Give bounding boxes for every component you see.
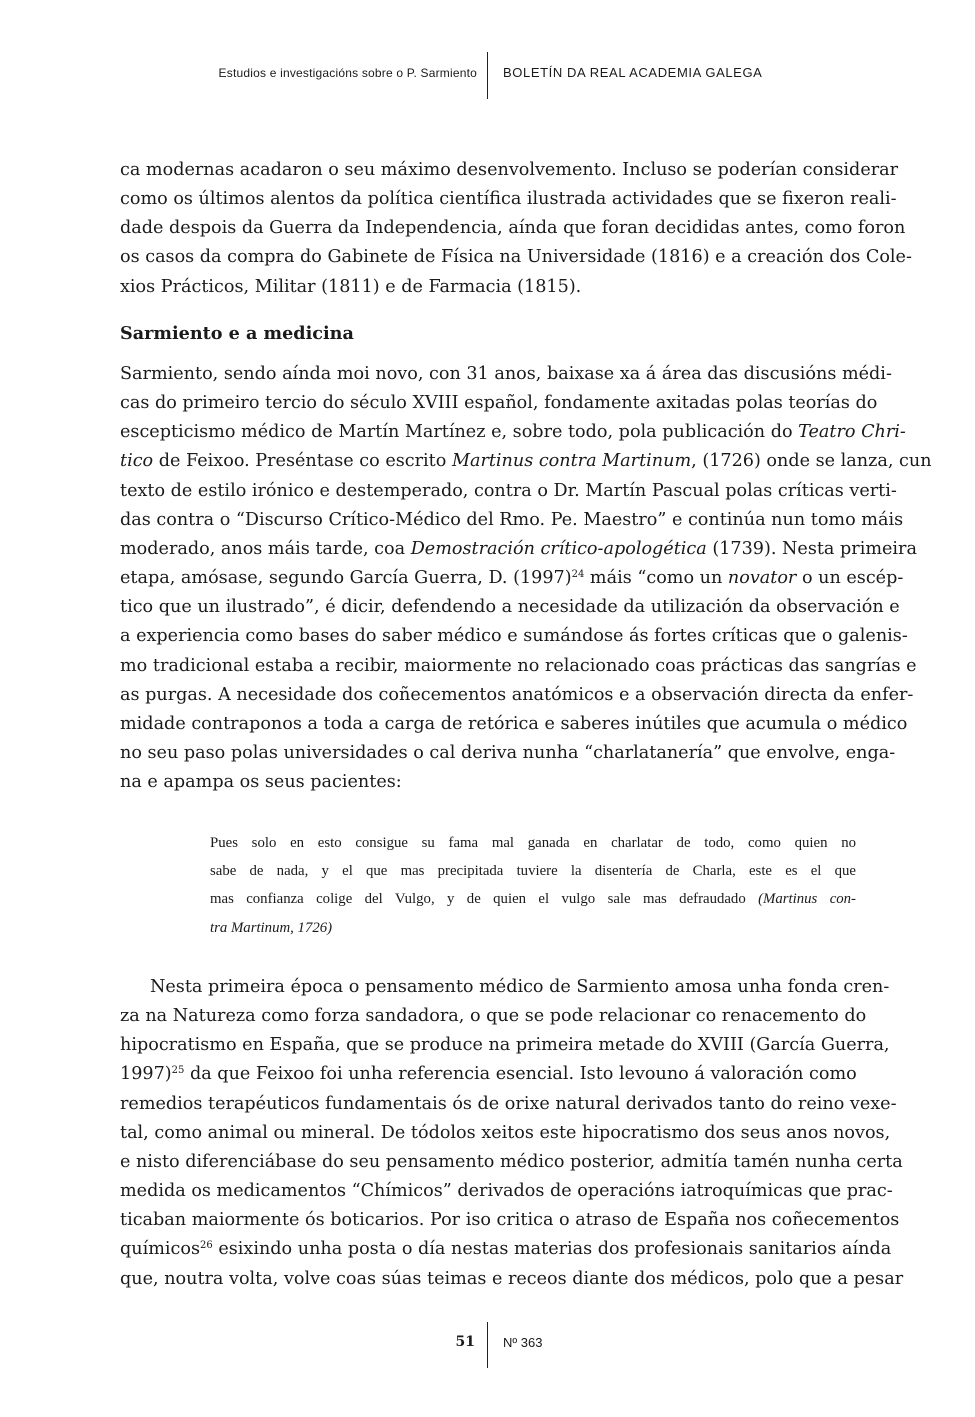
italic-title: Teatro Chri- xyxy=(798,422,906,443)
text-line xyxy=(120,1235,892,1264)
text-line: como os últimos alentos da política científica ilustrada actividades que se fixeron reali- xyxy=(120,189,897,210)
text-line: cas do primeiro tercio do século XVIII español, fondamente axitadas polas teorías do xyxy=(120,393,878,414)
block-quote xyxy=(210,829,856,942)
footer-divider xyxy=(487,1322,488,1368)
header-section-title: Estudios e investigacións sobre o P. Sarmiento xyxy=(218,66,477,80)
text-line xyxy=(120,447,932,476)
italic-title: tico xyxy=(120,451,154,472)
text-run: máis “como un xyxy=(584,568,728,589)
text-line: no seu paso polas universidades o cal deriva nunha “charlatanería” que envolve, enga- xyxy=(120,743,896,764)
text-run: o un escép- xyxy=(796,568,904,589)
quote-line xyxy=(210,885,856,913)
text-line: xios Prácticos, Militar (1811) e de Farmacia (1815). xyxy=(120,276,582,297)
text-line: tico que un ilustrado”, é dicir, defendendo a necesidade da utilización da observación e xyxy=(120,597,900,618)
text-line: ticaban maiormente ós boticarios. Por iso critica o atraso de España nos coñecementos xyxy=(120,1210,900,1231)
footnote-marker: 25 xyxy=(171,1065,185,1077)
quote-line xyxy=(210,914,856,942)
text-line: os casos da compra do Gabinete de Física na Universidade (1816) e a creación dos Cole- xyxy=(120,247,912,268)
running-header xyxy=(0,52,975,100)
text-line: Sarmiento, sendo aínda moi novo, con 31 anos, baixase xa á área das discusións médi- xyxy=(120,364,892,384)
text-line: remedios terapéuticos fundamentais ós de orixe natural derivados tanto do reino vexe- xyxy=(120,1093,897,1114)
text-run: escepticismo médico de Martín Martínez e, sobre todo, pola publicación do xyxy=(120,422,799,443)
text-line: midade contraponos a toda a carga de retórica e saberes inútiles que acumula o médico xyxy=(120,713,908,734)
text-line: e nisto diferenciábase do seu pensamento médico posterior, admitía tamén nunha certa xyxy=(120,1151,903,1172)
text-line: Nesta primeira época o pensamento médico de Sarmiento amosa unha fonda cren- xyxy=(150,977,890,997)
italic-title: Martinus contra Martinum xyxy=(451,451,692,472)
text-line: texto de estilo irónico e destemperado, contra o Dr. Martín Pascual polas críticas verti- xyxy=(120,480,897,501)
paragraph-medicine xyxy=(120,360,932,797)
text-line: hipocratismo en España, que se produce na primeira metade do XVIII (García Guerra, xyxy=(120,1035,890,1056)
text-run: da que Feixoo foi unha referencia esencial. Isto levouno á valoración como xyxy=(184,1064,857,1085)
text-line xyxy=(120,535,917,564)
text-run: mas confianza colige del Vulgo, y de quien el vulgo sale mas defraudado xyxy=(210,891,759,908)
text-run: esixindo unha posta o día nestas materias dos profesionais sanitarios aínda xyxy=(212,1239,892,1260)
footnote-marker: 26 xyxy=(200,1240,213,1252)
quote-citation: tra Martinum, 1726) xyxy=(210,919,333,936)
issue-number: Nº 363 xyxy=(503,1335,543,1350)
text-line: que, noutra volta, volve coas súas teimas e receos diante dos médicos, polo que a pesar xyxy=(120,1268,904,1289)
text-line: as purgas. A necesidade dos coñecementos anatómicos e a observación directa da enfer- xyxy=(120,684,914,705)
text-run: etapa, amósase, segundo García Guerra, D. (1997) xyxy=(120,568,572,589)
text-run: (1739). Nesta primeira xyxy=(706,538,917,559)
text-line: tal, como animal ou mineral. De tódolos xeitos este hipocratismo dos seus anos novos, xyxy=(120,1122,891,1143)
italic-title: Demostración crítico-apologética xyxy=(410,538,707,559)
text-run: , (1726) onde se lanza, cun xyxy=(691,451,932,472)
text-line: na e apampa os seus pacientes: xyxy=(120,772,402,793)
text-line: za na Natureza como forza sandadora, o que se pode relacionar co renacemento do xyxy=(120,1006,867,1027)
italic-term: novator xyxy=(727,568,797,589)
section-heading: Sarmiento e a medicina xyxy=(120,323,354,344)
text-run: de Feixoo. Preséntase co escrito xyxy=(153,451,452,472)
text-line xyxy=(120,418,906,447)
text-run: 1997) xyxy=(120,1064,172,1085)
text-line xyxy=(120,1060,856,1089)
text-line xyxy=(120,564,904,593)
header-journal-title: BOLETÍN DA REAL ACADEMIA GALEGA xyxy=(503,65,763,80)
text-line: dade despois da Guerra da Independencia, aínda que foran decididas antes, como foron xyxy=(120,218,906,239)
quote-line: sabe de nada, y el que mas precipitada tuviere la disentería de Charla, este es el que xyxy=(210,863,856,880)
page-footer xyxy=(0,1322,975,1368)
text-run: moderado, anos máis tarde, coa xyxy=(120,538,411,559)
footnote-marker: 24 xyxy=(571,569,585,581)
text-run: químicos xyxy=(120,1239,201,1260)
page-number: 51 xyxy=(455,1334,475,1350)
text-line: medida os medicamentos “Chímicos” derivados de operacións iatroquímicas que prac- xyxy=(120,1181,893,1202)
text-line: das contra o “Discurso Crítico-Médico del Rmo. Pe. Maestro” e continúa nun tomo máis xyxy=(120,509,904,530)
text-line: a experiencia como bases do saber médico e sumándose ás fortes críticas que o galenis- xyxy=(120,626,908,647)
paragraph-intro xyxy=(120,156,912,302)
paragraph-hippocratism xyxy=(120,973,904,1294)
quote-line: Pues solo en esto consigue su fama mal ganada en charlatar de todo, como quien no xyxy=(210,835,856,851)
header-divider xyxy=(487,52,488,99)
text-line: ca modernas acadaron o seu máximo desenvolvemento. Incluso se poderían considerar xyxy=(120,160,899,180)
quote-citation: (Martinus con- xyxy=(758,891,856,908)
text-line: mo tradicional estaba a recibir, maiormente no relacionado coas prácticas das sangrías e xyxy=(120,655,917,676)
